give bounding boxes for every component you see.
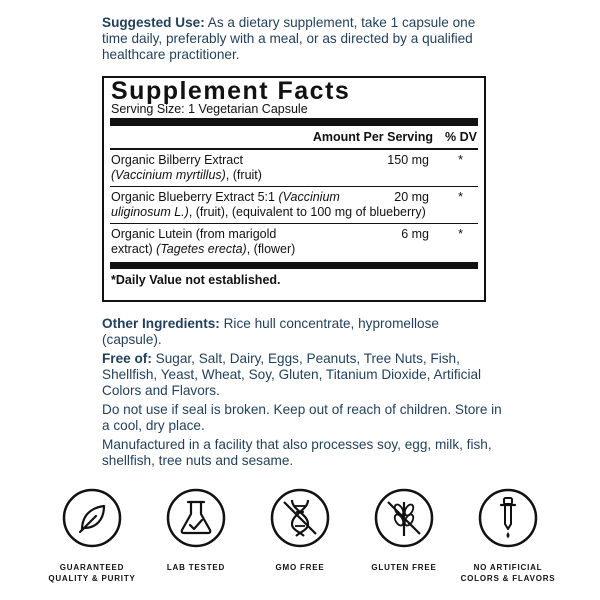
other-ingredients-text: Rice hull concentrate, hypromellose (capsule). xyxy=(102,316,439,347)
ingredient-info xyxy=(102,316,502,472)
ingredient-amount: 20 mg xyxy=(394,190,429,204)
ingredient-amount: 150 mg xyxy=(387,153,429,167)
ingredient-amount: 6 mg xyxy=(401,227,429,241)
ingredient-name: Organic Bilberry Extract (Vaccinium myrtillus), (fruit) xyxy=(111,153,262,182)
dropper-icon xyxy=(478,488,538,548)
supplement-facts-panel xyxy=(102,76,486,302)
badge-quality xyxy=(40,488,144,584)
ingredient-dv: * xyxy=(458,153,463,167)
thick-divider xyxy=(110,262,478,269)
suggested-use-label: Suggested Use: xyxy=(102,15,205,30)
badge-label: GUARANTEED QUALITY & PURITY xyxy=(48,563,136,583)
other-ingredients xyxy=(102,316,502,348)
other-ingredients-label: Other Ingredients: xyxy=(102,316,220,331)
facts-row-lutein xyxy=(111,224,477,260)
facts-row-blueberry xyxy=(111,187,477,223)
dna-slash-icon xyxy=(270,488,330,548)
amount-per-serving-header: Amount Per Serving xyxy=(312,130,433,144)
thick-divider xyxy=(110,118,478,126)
facts-header-row xyxy=(111,126,477,148)
flask-check-icon xyxy=(166,488,226,548)
serving-size: Serving Size: 1 Vegetarian Capsule xyxy=(111,102,308,116)
badge-gmo-free xyxy=(248,488,352,573)
supplement-facts-title: Supplement Facts xyxy=(111,77,351,105)
warning-text: Do not use if seal is broken. Keep out of reach of children. Store in a cool, dry place. xyxy=(102,402,502,433)
badge-lab-tested xyxy=(144,488,248,573)
ingredient-dv: * xyxy=(458,227,463,241)
badge-label: GMO FREE xyxy=(275,563,325,572)
free-of-label: Free of: xyxy=(102,351,152,366)
badge-label: LAB TESTED xyxy=(166,563,226,572)
suggested-use xyxy=(102,15,502,63)
leaf-icon xyxy=(62,488,122,548)
badge-label: NO ARTIFICIAL COLORS & FLAVORS xyxy=(460,563,556,583)
ingredient-name: Organic Blueberry Extract 5:1 (Vaccinium uliginosum L.), (fruit), (equivalent to 100 mg of blueberry) xyxy=(111,190,426,219)
ingredient-name: Organic Lutein (from marigold extract) (Tagetes erecta), (flower) xyxy=(111,227,296,256)
facts-row-bilberry xyxy=(111,150,477,186)
badge-row xyxy=(40,488,560,588)
ingredient-dv: * xyxy=(458,190,463,204)
wheat-slash-icon xyxy=(374,488,434,548)
free-of-text: Sugar, Salt, Dairy, Eggs, Peanuts, Tree Nuts, Fish, Shellfish, Yeast, Wheat, Soy, Gluten, Titanium Dioxide, Artificial Colors and Flavors. xyxy=(102,351,482,398)
badge-no-artificial xyxy=(456,488,560,584)
dv-header: % DV xyxy=(445,130,477,144)
daily-value-footnote: *Daily Value not established. xyxy=(111,273,281,287)
badge-label: GLUTEN FREE xyxy=(371,563,437,572)
suggested-use-text: As a dietary supplement, take 1 capsule one time daily, preferably with a meal, or as directed by a qualified healthcare practitioner. xyxy=(102,15,476,62)
badge-gluten-free xyxy=(352,488,456,573)
free-of xyxy=(102,351,502,399)
facility-text: Manufactured in a facility that also processes soy, egg, milk, fish, shellfish, tree nuts and sesame. xyxy=(102,437,492,468)
